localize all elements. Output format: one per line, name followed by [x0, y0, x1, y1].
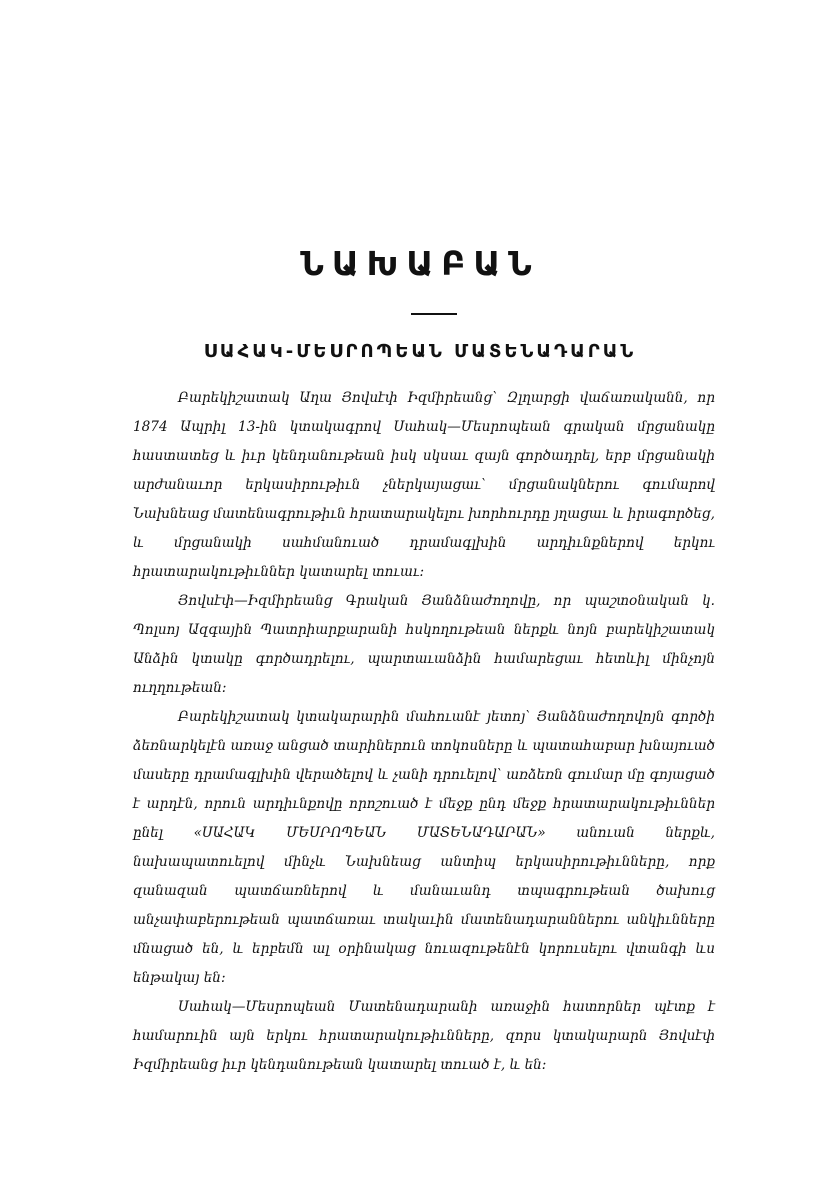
body-text [133, 384, 715, 1080]
paragraph: Յովսէփ—Իզմիրեանց Գրական Յանձնաժողովը, որ պաշտօնական կ. Պոլսոյ Ազգային Պատրիարքարանի հսկողութեան ներքև նոյն բարեկիշատակ Անձին կտակը գործադրելու, պարտաւանձին համարեցաւ հետևիլ մինչոյն ուղղութեան։ [133, 593, 715, 696]
paragraph: Սահակ—Մեսրոպեան Մատենադարանի առաջին հատորներ պէտք է համարուին այն երկու հրատարակութիւնները, զորս կտակարարն Յովսէփ Իզմիրեանց իւր կենդանութեան կատարել տուած է, և են։ [133, 999, 715, 1073]
title-divider [411, 313, 457, 315]
page-title: ՆԱԽԱԲԱՆ [300, 244, 540, 283]
page-subtitle: ՍԱՀԱԿ-ՄԵՍՐՈՊԵԱՆ ՄԱՏԵՆԱԴԱՐԱՆ [203, 341, 637, 362]
paragraph: Բարեկիշատակ Աղա Յովսէփ Իզմիրեանց՝ Զլղարցի վաճառականն, որ 1874 Ապրիլ 13-ին կտակագրով Սահակ—Մեսրոպեան գրական մրցանակը հաստատեց և իւր կենդանութեան իսկ սկսաւ զայն գործադրել, երբ մրցանակի արժանաւոր երկասիրութիւն չներկայացաւ՝ մրցանակներու գումարով Նախնեաց մատենագրութիւն հրատարակելու խորհուրդը յղացաւ և իրագործեց, և մրցանակի սահմանուած դրամագլխին արդիւնքներով երկու հրատարակութիւններ կատարել տուաւ։ [133, 390, 715, 580]
paragraph: Բարեկիշատակ կտակարարին մահուանէ յետոյ՝ Յանձնաժողովոյն գործի ձեռնարկելէն առաջ անցած տարիներուն տոկոսները և պատահաբար խնայուած մասերը դրամագլխին վերածելով և չանի դրուելով՝ առձեռն գումար մը գոյացած է արդէն, որուն արդիւնքովը որոշուած է մեջք ընդ մեջք հրատարակութիւններ ընել «ՍԱՀԱԿ ՄԵՍՐՈՊԵԱՆ ՄԱՏԵՆԱԴԱՐԱՆ» անուան ներքև, նախապատուելով մինչև Նախնեաց անտիպ երկասիրութիւնները, որք զանազան պատճառներով և մանաւանդ տպագրութեան ծախուց անչափաբերութեան պատճառաւ տակաւին մատենադարաններու անկիւնները մնացած են, և երբեմն ալ օրինակաց նուազութենէն կորուսելու վտանգի ևս ենթակայ են։ [133, 709, 715, 986]
